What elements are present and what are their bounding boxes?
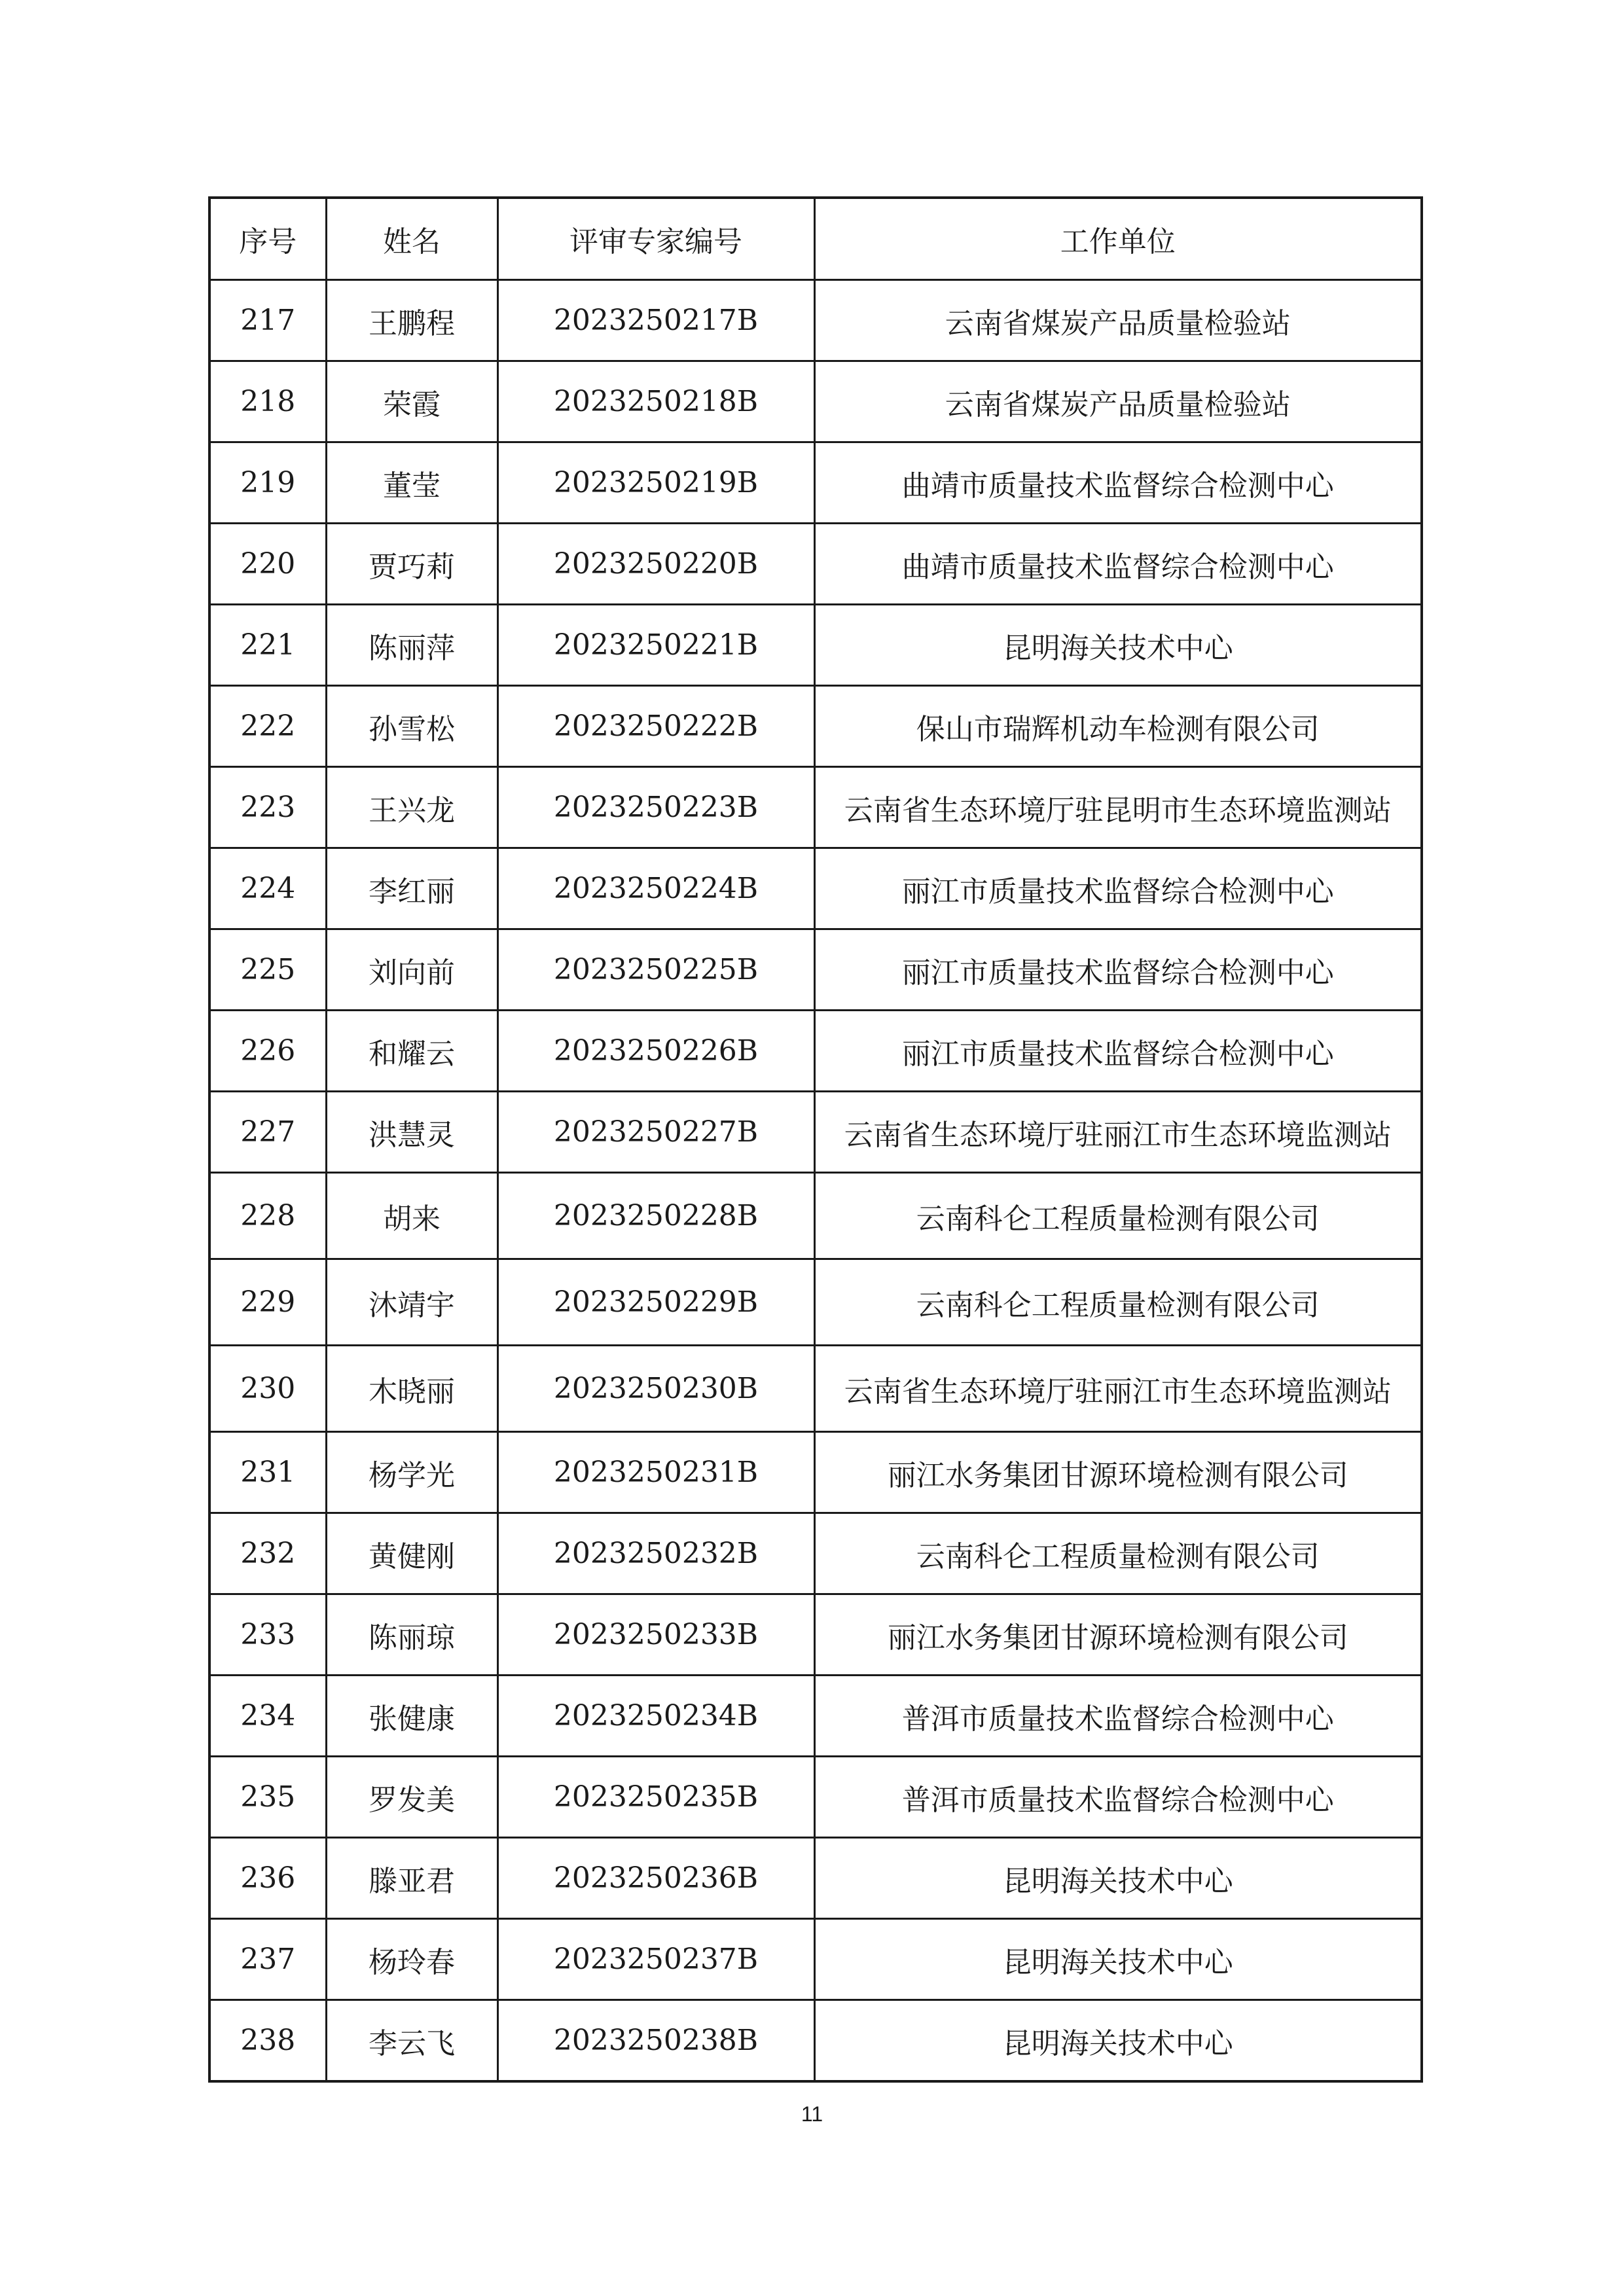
cell-work-unit: 云南省生态环境厅驻丽江市生态环境监测站 [814,1092,1422,1173]
cell-expert-id: 2023250237B [497,1919,814,2000]
cell-index: 225 [209,929,326,1011]
cell-expert-id: 2023250223B [497,767,814,848]
cell-name: 杨学光 [326,1432,497,1513]
cell-index: 226 [209,1011,326,1092]
cell-work-unit: 丽江市质量技术监督综合检测中心 [814,929,1422,1011]
cell-index: 219 [209,442,326,524]
table-row [209,929,1422,1011]
cell-name: 刘向前 [326,929,497,1011]
cell-index: 227 [209,1092,326,1173]
cell-name: 李云飞 [326,2000,497,2082]
cell-work-unit: 丽江市质量技术监督综合检测中心 [814,848,1422,929]
cell-index: 230 [209,1346,326,1432]
cell-work-unit: 云南省生态环境厅驻昆明市生态环境监测站 [814,767,1422,848]
cell-work-unit: 丽江水务集团甘源环境检测有限公司 [814,1594,1422,1676]
table-row [209,686,1422,767]
table-row [209,1919,1422,2000]
cell-index: 234 [209,1676,326,1757]
table-body [209,280,1422,2082]
cell-expert-id: 2023250236B [497,1838,814,1919]
cell-work-unit: 云南科仑工程质量检测有限公司 [814,1513,1422,1594]
cell-expert-id: 2023250225B [497,929,814,1011]
cell-index: 233 [209,1594,326,1676]
table-row [209,605,1422,686]
cell-name: 孙雪松 [326,686,497,767]
cell-name: 贾巧莉 [326,524,497,605]
table-row [209,1513,1422,1594]
cell-work-unit: 云南科仑工程质量检测有限公司 [814,1173,1422,1259]
table-row [209,361,1422,442]
cell-expert-id: 2023250238B [497,2000,814,2082]
cell-work-unit: 曲靖市质量技术监督综合检测中心 [814,524,1422,605]
cell-name: 杨玲春 [326,1919,497,2000]
header-name: 姓名 [326,198,497,280]
cell-name: 黄健刚 [326,1513,497,1594]
expert-table-container [208,196,1420,2083]
cell-work-unit: 昆明海关技术中心 [814,605,1422,686]
table-row [209,848,1422,929]
cell-expert-id: 2023250218B [497,361,814,442]
cell-name: 罗发美 [326,1757,497,1838]
cell-index: 229 [209,1259,326,1346]
cell-work-unit: 昆明海关技术中心 [814,2000,1422,2082]
cell-index: 232 [209,1513,326,1594]
table-row [209,1092,1422,1173]
cell-expert-id: 2023250226B [497,1011,814,1092]
cell-index: 228 [209,1173,326,1259]
table-row [209,280,1422,361]
cell-expert-id: 2023250220B [497,524,814,605]
cell-expert-id: 2023250219B [497,442,814,524]
cell-expert-id: 2023250234B [497,1676,814,1757]
table-row [209,524,1422,605]
cell-name: 和耀云 [326,1011,497,1092]
table-row [209,1757,1422,1838]
cell-work-unit: 普洱市质量技术监督综合检测中心 [814,1757,1422,1838]
table-row [209,1173,1422,1259]
table-row [209,1594,1422,1676]
cell-expert-id: 2023250222B [497,686,814,767]
cell-work-unit: 丽江水务集团甘源环境检测有限公司 [814,1432,1422,1513]
table-row [209,1346,1422,1432]
cell-index: 237 [209,1919,326,2000]
table-row [209,442,1422,524]
cell-work-unit: 云南省生态环境厅驻丽江市生态环境监测站 [814,1346,1422,1432]
table-row [209,767,1422,848]
cell-expert-id: 2023250235B [497,1757,814,1838]
table-row [209,1259,1422,1346]
table-row [209,1011,1422,1092]
cell-name: 王兴龙 [326,767,497,848]
cell-name: 木晓丽 [326,1346,497,1432]
cell-work-unit: 普洱市质量技术监督综合检测中心 [814,1676,1422,1757]
expert-table [208,196,1423,2083]
cell-work-unit: 云南省煤炭产品质量检验站 [814,361,1422,442]
cell-index: 217 [209,280,326,361]
table-row [209,1676,1422,1757]
cell-work-unit: 云南科仑工程质量检测有限公司 [814,1259,1422,1346]
cell-expert-id: 2023250229B [497,1259,814,1346]
cell-index: 218 [209,361,326,442]
cell-expert-id: 2023250232B [497,1513,814,1594]
cell-work-unit: 丽江市质量技术监督综合检测中心 [814,1011,1422,1092]
cell-name: 陈丽萍 [326,605,497,686]
cell-index: 221 [209,605,326,686]
cell-index: 222 [209,686,326,767]
cell-name: 张健康 [326,1676,497,1757]
cell-expert-id: 2023250233B [497,1594,814,1676]
cell-index: 223 [209,767,326,848]
cell-index: 224 [209,848,326,929]
cell-work-unit: 曲靖市质量技术监督综合检测中心 [814,442,1422,524]
cell-name: 董莹 [326,442,497,524]
cell-name: 胡来 [326,1173,497,1259]
header-index: 序号 [209,198,326,280]
cell-work-unit: 昆明海关技术中心 [814,1838,1422,1919]
cell-name: 王鹏程 [326,280,497,361]
cell-name: 李红丽 [326,848,497,929]
cell-name: 陈丽琼 [326,1594,497,1676]
table-row [209,1432,1422,1513]
table-row [209,2000,1422,2082]
cell-name: 荣霞 [326,361,497,442]
cell-index: 231 [209,1432,326,1513]
cell-work-unit: 云南省煤炭产品质量检验站 [814,280,1422,361]
table-header-row [209,198,1422,280]
cell-index: 236 [209,1838,326,1919]
cell-index: 220 [209,524,326,605]
cell-expert-id: 2023250230B [497,1346,814,1432]
header-work-unit: 工作单位 [814,198,1422,280]
cell-name: 滕亚君 [326,1838,497,1919]
cell-expert-id: 2023250227B [497,1092,814,1173]
header-expert-id: 评审专家编号 [497,198,814,280]
cell-expert-id: 2023250221B [497,605,814,686]
page-number: 11 [801,2102,823,2126]
cell-name: 沐靖宇 [326,1259,497,1346]
cell-name: 洪慧灵 [326,1092,497,1173]
cell-index: 238 [209,2000,326,2082]
cell-expert-id: 2023250217B [497,280,814,361]
cell-work-unit: 保山市瑞辉机动车检测有限公司 [814,686,1422,767]
cell-expert-id: 2023250228B [497,1173,814,1259]
cell-index: 235 [209,1757,326,1838]
cell-expert-id: 2023250231B [497,1432,814,1513]
table-row [209,1838,1422,1919]
cell-work-unit: 昆明海关技术中心 [814,1919,1422,2000]
cell-expert-id: 2023250224B [497,848,814,929]
